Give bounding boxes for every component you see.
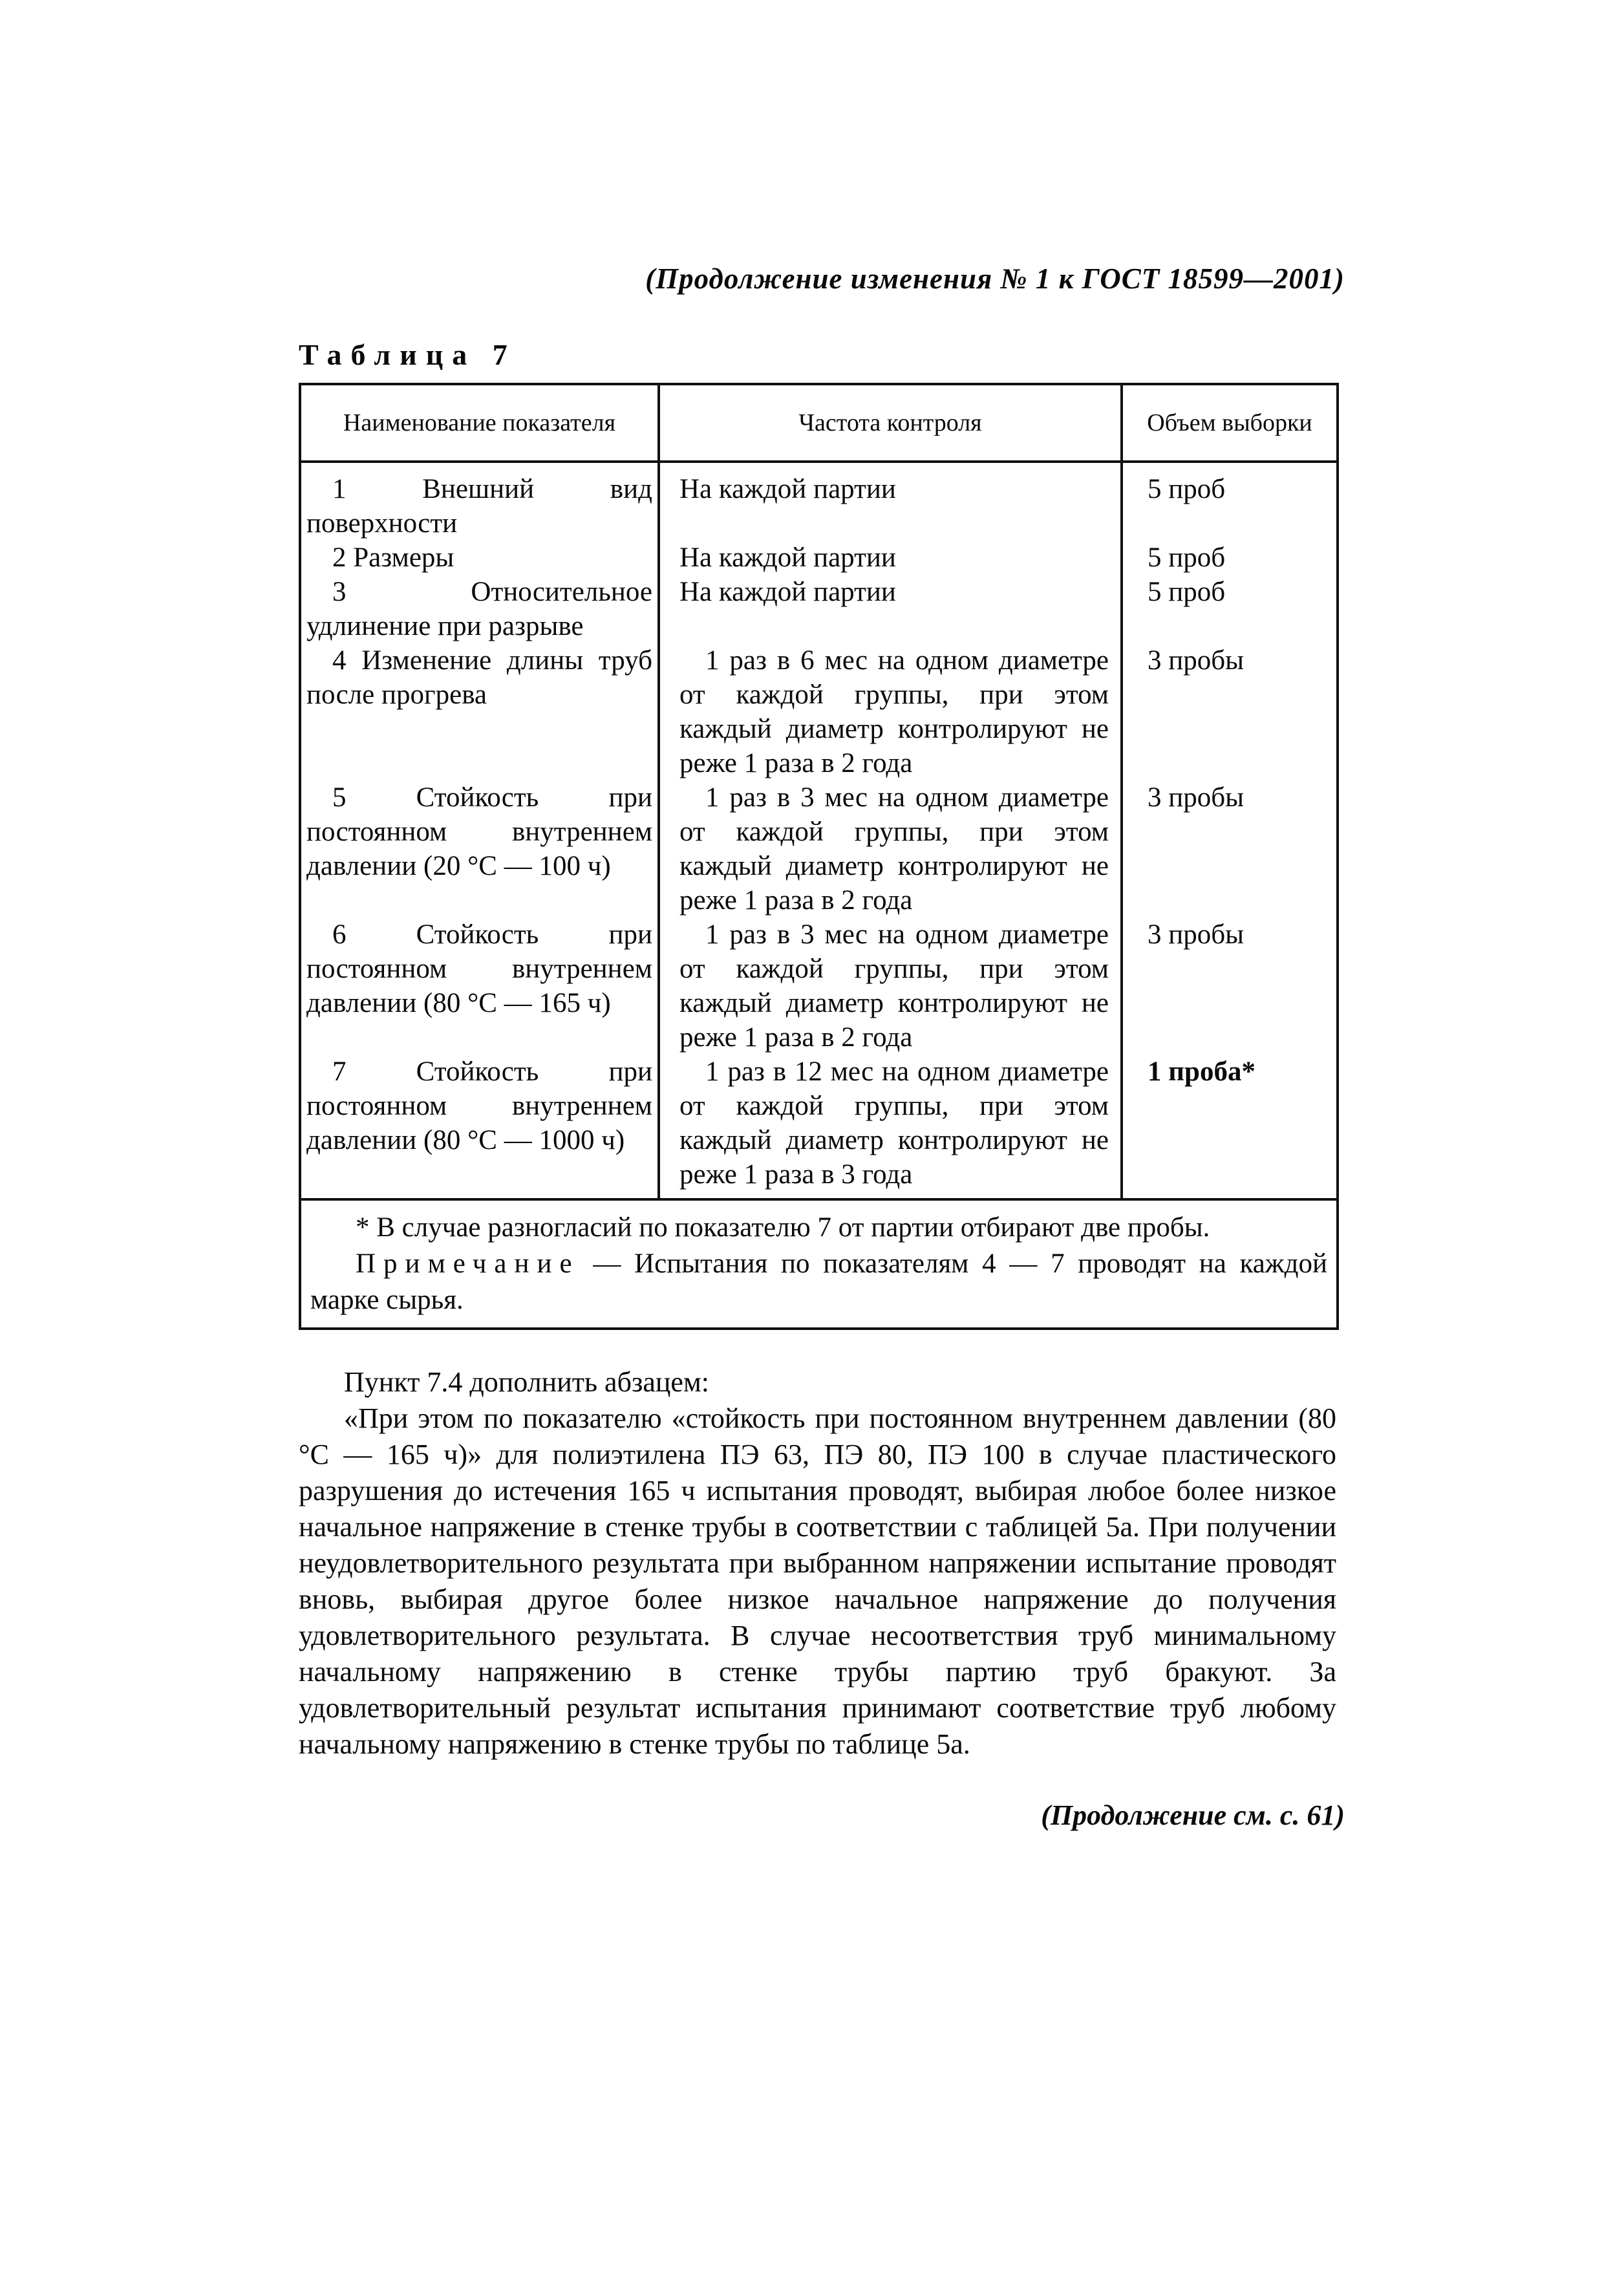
row-volume: 3 пробы [1122,643,1338,780]
body-intro: Пункт 7.4 дополнить абзацем: [344,1366,710,1398]
row-frequency: 1 раз в 3 мес на одном диаметре от каждой группы, при этом каждый диаметр контролируют не реже 1 раза в 2 года [659,780,1122,917]
table-row [300,917,1338,1055]
continued-note: (Продолжение см. с. 61) [1041,1799,1345,1831]
row-name: 1 Внешний вид поверхности [300,462,659,541]
row-name: 7 Стойкость при постоянном внутреннем давлении (80 °С — 1000 ч) [300,1055,659,1199]
table-row [300,462,1338,541]
table-row [300,541,1338,575]
note-label: Примечание [356,1249,580,1279]
row-frequency: На каждой партии [659,462,1122,541]
column-header-name: Наименование показателя [300,384,659,462]
table-footer [300,1199,1338,1329]
table-caption: Таблица 7 [299,338,517,371]
row-frequency: На каждой партии [659,575,1122,643]
row-name: 5 Стойкость при постоянном внутреннем давлении (20 °С — 100 ч) [300,780,659,917]
table-row [300,643,1338,780]
row-frequency: На каждой партии [659,541,1122,575]
row-name: 2 Размеры [300,541,659,575]
table-7 [299,383,1336,1330]
table-row [300,575,1338,643]
table-row [300,780,1338,917]
row-volume: 3 пробы [1122,917,1338,1055]
body-text [299,1364,1336,1763]
table-row [300,1055,1338,1199]
row-name: 3 Относительное удлинение при разрыве [300,575,659,643]
table-footer-row [300,1199,1338,1329]
column-header-volume: Объем выборки [1122,384,1338,462]
row-frequency: 1 раз в 3 мес на одном диаметре от каждой группы, при этом каждый диаметр контролируют не реже 1 раза в 2 года [659,917,1122,1055]
row-volume: 3 пробы [1122,780,1338,917]
row-volume: 1 проба* [1122,1055,1338,1199]
row-volume: 5 проб [1122,575,1338,643]
row-name: 4 Изменение длины труб после прогрева [300,643,659,780]
row-name: 6 Стойкость при постоянном внутреннем давлении (80 °С — 165 ч) [300,917,659,1055]
page-header-continuation: (Продолжение изменения № 1 к ГОСТ 18599—2001) [645,263,1345,295]
row-frequency: 1 раз в 6 мес на одном диаметре от каждой группы, при этом каждый диаметр контролируют не реже 1 раза в 2 года [659,643,1122,780]
row-volume: 5 проб [1122,541,1338,575]
row-frequency: 1 раз в 12 мес на одном диаметре от каждой группы, при этом каждый диаметр контролируют не реже 1 раза в 3 года [659,1055,1122,1199]
table-header-row [300,384,1338,462]
body-paragraph: «При этом по показателю «стойкость при постоянном внутреннем давлении (80 °С — 165 ч)» для полиэтилена ПЭ 63, ПЭ 80, ПЭ 100 в случае пластического разрушения до истечения 165 ч испытания проводят, выбирая любое более низкое начальное напряжение в стенке трубы в соответствии с таблицей 5а. При получении неудовлетворительного результата при выбранном напряжении испытание проводят вновь, выбирая другое более низкое начальное напряжение до получения удовлетворительного результата. В случае несоответствия труб минимальному начальному напряжению в стенке трубы партию труб бракуют. За удовлетворительный результат испытания принимают соответствие труб любому начальному напряжению в стенке трубы по таблице 5а. [299,1402,1336,1760]
table-note [310,1246,1327,1318]
footnote: * В случае разногласий по показателю 7 от партии отбирают две пробы. [356,1212,1210,1243]
row-volume: 5 проб [1122,462,1338,541]
column-header-frequency: Частота контроля [659,384,1122,462]
control-table [299,383,1339,1330]
note-text: — Испытания по показателям 4 — 7 проводят на каждой марке сырья. [310,1249,1327,1315]
